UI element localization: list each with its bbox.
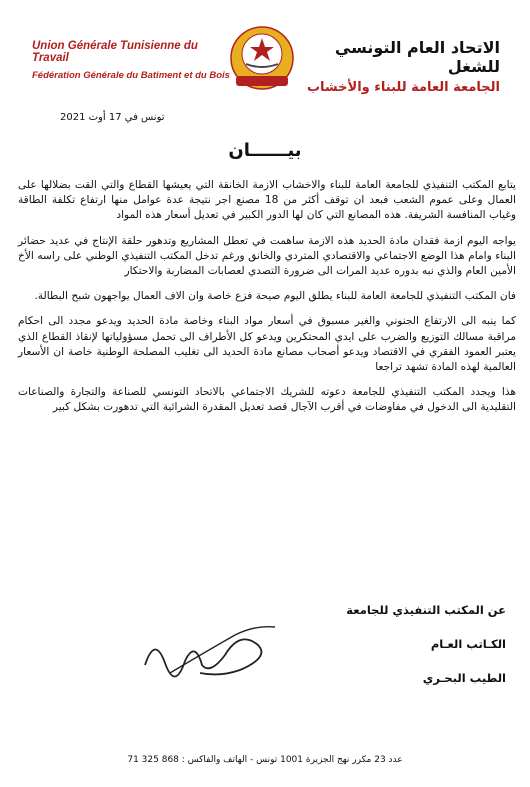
signatory-title: الكـاتب العـام	[430, 637, 506, 651]
paragraph-2: يواجه اليوم ازمة فقدان مادة الحديد هذه الازمة ساهمت في تعطل المشاريع وتدهور حلقة الإنتاج في عديد حضائر البناء وامام هذا الوضع الاجتماعي والاقتصادي المتردي والخانق ورغم تدخل المكتب التنفيذي الوطني على راسه الأخ الأمين العام والذي نبه بدوره عديد المرات الى ضرورة التصدي لعصابات المضاربة والاحتكار	[18, 234, 516, 278]
federation-name-french: Fédération Générale du Batiment et du Bois	[32, 70, 230, 81]
signatory-name: الطيب البحـري	[422, 671, 506, 685]
statement-body	[18, 178, 516, 426]
letterhead-french	[32, 40, 232, 81]
union-name-arabic: الاتحاد العام التونسي للشغل	[334, 38, 500, 76]
paragraph-3: فان المكتب التنفيذي للجامعة العامة للبناء يطلق اليوم صيحة فزع خاصة وان الاف العمال يواجهون شبح البطالة.	[34, 290, 516, 303]
document-title: بيــــــان	[228, 140, 302, 161]
handwritten-signature	[140, 615, 280, 685]
ugtt-logo	[228, 22, 296, 100]
signature-block	[306, 603, 506, 705]
logo-banner	[236, 76, 288, 86]
document-date: تونس في 17 أوت 2021	[60, 112, 165, 123]
union-name-french: Union Générale Tunisienne du Travail	[32, 40, 198, 64]
letterhead	[0, 18, 530, 113]
signatory-body: عن المكتب التنفيذي للجامعة	[346, 603, 506, 617]
paragraph-4: كما ينبه الى الارتفاع الجنوني والغير مسبوق في أسعار مواد البناء وخاصة مادة الحديد ويدعو مجدد الى احكام مراقبة مسالك التوزيع والضرب على ايدي المحتكرين ويدعو كل الأطراف الى تحمل مسؤولياتها لإنقاذ القطاع الذي يعتبر العمود الفقري في الاقتصاد ويدعو أصحاب مصانع مادة الحديد الى تغليب المصلحة الوطنية خاصة ان الأسعار العالمية لهذه المادة تشهد تراجعا	[18, 315, 516, 374]
federation-name-arabic: الجامعة العامة للبناء والأخشاب	[306, 80, 500, 95]
paragraph-1: يتابع المكتب التنفيذي للجامعة العامة للبناء والاخشاب الازمة الخانقة التي يعيشها القطاع والتي القت بضلالها على العمال وعلى عموم الشعب فبعد ان توقف أكثر من 18 مصنع اجر نتيجة عدة عوامل منها ارتفاع تكلفة الطاقة وغياب المنافسة الشريفة. هذه المصانع التي كان لها الدور الكبير في تعديل أسعار هذه المواد	[18, 179, 516, 222]
paragraph-5: هذا ويجدد المكتب التنفيذي للجامعة دعوته للشريك الاجتماعي بالاتحاد التونسي للصناعة والتجارة والصناعات التقليدية الى الدخول في مفاوضات في أقرب الآجال قصد تعديل المقدرة الشرائية التي تدهورت بشكل كبير	[18, 386, 516, 414]
letterhead-arabic	[300, 38, 500, 95]
footer-address: عدد 23 مكرر نهج الجزيرة 1001 تونس - الهاتف والفاكس : 868 325 71	[127, 755, 403, 765]
